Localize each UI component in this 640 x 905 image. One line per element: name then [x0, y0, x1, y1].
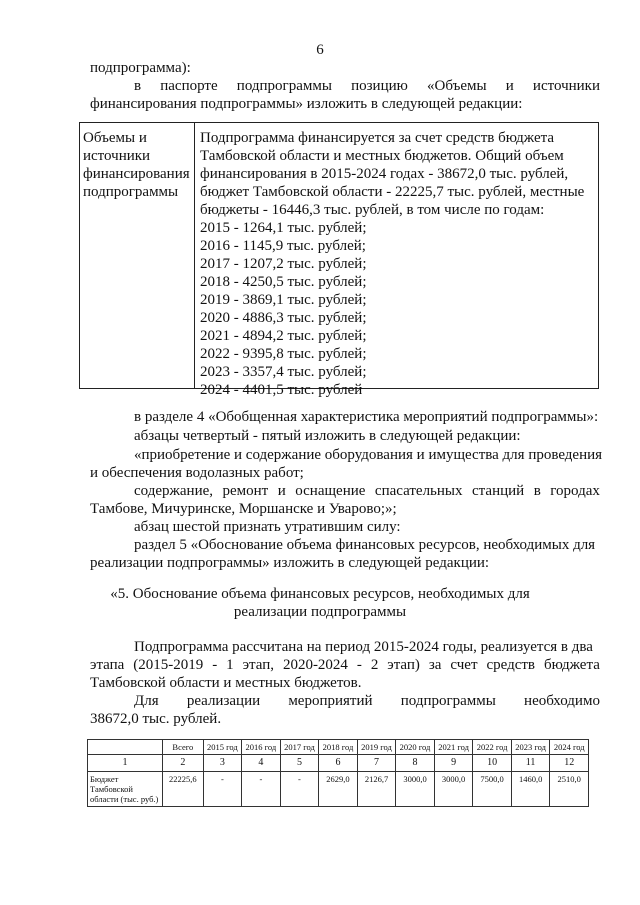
page-number: 6 [316, 42, 324, 58]
body-line: в разделе 4 «Обобщенная характеристика мероприятий подпрограммы»: [134, 409, 599, 425]
word: 1 [226, 657, 234, 673]
body-line: раздел 5 «Обоснование объема финансовых ресурсов, необходимых для [134, 537, 596, 553]
body-line: и обеспечения водолазных работ; [90, 465, 304, 481]
table-cell: 2126,7 [357, 772, 396, 807]
label-line: финансирования [83, 166, 190, 182]
year-line: 2019 - 3869,1 тыс. рублей; [200, 292, 367, 308]
word: средств [486, 657, 535, 673]
table-row-name: Бюджет Тамбовской области (тыс. руб.) [88, 772, 163, 807]
section-heading-line1: «5. Обоснование объема финансовых ресурсов, необходимых для [110, 586, 530, 602]
word: этап, [242, 657, 274, 673]
table-index-cell: 12 [550, 755, 589, 772]
word: счет [450, 657, 478, 673]
table-header-cell: Всего [163, 740, 204, 755]
financing-table [87, 739, 589, 807]
body-line: абзац шестой признать утратившим силу: [134, 519, 401, 535]
table-cell: 7500,0 [473, 772, 512, 807]
table-header-cell: 2022 год [473, 740, 512, 755]
table-row [88, 772, 589, 807]
table-index-cell: 9 [434, 755, 473, 772]
body-line: «приобретение и содержание оборудования и имущества для проведения [134, 447, 603, 463]
word: необходимо [524, 693, 600, 709]
section-line-justified [90, 656, 600, 674]
word: - [212, 657, 218, 673]
value-line: бюджет Тамбовской области - 22225,7 тыс. рублей, местные [200, 184, 585, 200]
word: 2 [370, 657, 379, 673]
word: ремонт [222, 483, 269, 499]
table-index-cell: 6 [319, 755, 358, 772]
value-line: финансирования в 2015-2024 годах - 38672,0 тыс. рублей, [200, 166, 569, 182]
table-header-cell: 2023 год [511, 740, 550, 755]
table-index-cell: 3 [203, 755, 242, 772]
body-line: Тамбове, Мичуринске, Моршанске и Уварово;»; [90, 501, 397, 517]
table-index-cell: 4 [242, 755, 281, 772]
word: «Объемы [427, 78, 487, 94]
word: в [533, 483, 541, 499]
word: источники [532, 78, 600, 94]
word: Для [134, 693, 159, 709]
label-line: подпрограммы [83, 184, 179, 200]
table-cell: - [203, 772, 242, 807]
word: мероприятий [288, 693, 373, 709]
word: станций [472, 483, 525, 499]
section-line: Тамбовской области и местных бюджетов. [90, 675, 362, 691]
word: в [134, 78, 142, 94]
label-line: Объемы и [83, 130, 147, 146]
table-index-cell: 2 [163, 755, 204, 772]
table-index-row [88, 755, 589, 772]
year-line: 2018 - 4250,5 тыс. рублей; [200, 274, 367, 290]
table-header-cell [88, 740, 163, 755]
body-line: реализации подпрограммы» изложить в следующей редакции: [90, 555, 490, 571]
box-divider [194, 123, 195, 388]
value-line: бюджеты - 16446,3 тыс. рублей, в том числе по годам: [200, 202, 545, 218]
year-line: 2015 - 1264,1 тыс. рублей; [200, 220, 367, 236]
word: 2020-2024 [282, 657, 348, 673]
table-cell: 2629,0 [319, 772, 358, 807]
word: паспорте [160, 78, 218, 94]
paragraph-passport-intro-cont: финансирования подпрограммы» изложить в следующей редакции: [90, 96, 523, 112]
word: за [428, 657, 442, 673]
table-cell: - [242, 772, 281, 807]
year-line: 2022 - 9395,8 тыс. рублей; [200, 346, 367, 362]
word: содержание, [134, 483, 213, 499]
table-cell: 3000,0 [434, 772, 473, 807]
table-cell: 3000,0 [396, 772, 435, 807]
table-header-cell: 2019 год [357, 740, 396, 755]
word: реализации [186, 693, 261, 709]
table-cell: 2510,0 [550, 772, 589, 807]
table-cell: 22225,6 [163, 772, 204, 807]
label-line: источники [83, 148, 151, 164]
word: подпрограммы [236, 78, 332, 94]
table-index-cell: 11 [511, 755, 550, 772]
table-index-cell: 1 [88, 755, 163, 772]
table-header-cell: 2021 год [434, 740, 473, 755]
word: этап) [387, 657, 420, 673]
year-line: 2023 - 3357,4 тыс. рублей; [200, 364, 367, 380]
table-cell: 1460,0 [511, 772, 550, 807]
year-line: 2017 - 1207,2 тыс. рублей; [200, 256, 367, 272]
word: подпрограммы [400, 693, 496, 709]
word: (2015-2019 [133, 657, 204, 673]
passport-value-cell [200, 129, 594, 399]
word: и [277, 483, 286, 499]
passport-financing-box [79, 122, 599, 398]
table-header-cell: 2020 год [396, 740, 435, 755]
table-header-cell: 2024 год [550, 740, 589, 755]
body-line-justified [134, 482, 600, 500]
table-header-row [88, 740, 589, 755]
table-cell: - [280, 772, 319, 807]
section-line: 38672,0 тыс. рублей. [90, 711, 222, 727]
table-header-cell: 2017 год [280, 740, 319, 755]
year-line: 2024 - 4401,5 тыс. рублей [200, 382, 363, 398]
word: бюджета [543, 657, 600, 673]
section-line-justified [134, 692, 600, 710]
passport-label-cell [83, 129, 193, 201]
value-line: Тамбовской области и местных бюджетов. Общий объем [200, 148, 564, 164]
word: оснащение [295, 483, 366, 499]
paragraph-continuation: подпрограмма): [90, 60, 191, 76]
section-line: Подпрограмма рассчитана на период 2015-2024 годы, реализуется в два [134, 639, 593, 655]
table-index-cell: 10 [473, 755, 512, 772]
year-line: 2021 - 4894,2 тыс. рублей; [200, 328, 367, 344]
word: спасательных [374, 483, 463, 499]
table-header-cell: 2018 год [319, 740, 358, 755]
year-line: 2016 - 1145,9 тыс. рублей; [200, 238, 366, 254]
year-line: 2020 - 4886,3 тыс. рублей; [200, 310, 367, 326]
word: городах [550, 483, 600, 499]
section-heading-line2: реализации подпрограммы [233, 604, 407, 620]
paragraph-passport-intro [134, 77, 600, 95]
table-index-cell: 5 [280, 755, 319, 772]
table-index-cell: 8 [396, 755, 435, 772]
table-header-cell: 2015 год [203, 740, 242, 755]
word: позицию [351, 78, 408, 94]
value-line: Подпрограмма финансируется за счет средств бюджета [200, 130, 555, 146]
table-index-cell: 7 [357, 755, 396, 772]
body-line: абзацы четвертый - пятый изложить в следующей редакции: [134, 428, 521, 444]
word: и [505, 78, 514, 94]
word: - [356, 657, 362, 673]
word: этапа [90, 657, 125, 673]
table-header-cell: 2016 год [242, 740, 281, 755]
